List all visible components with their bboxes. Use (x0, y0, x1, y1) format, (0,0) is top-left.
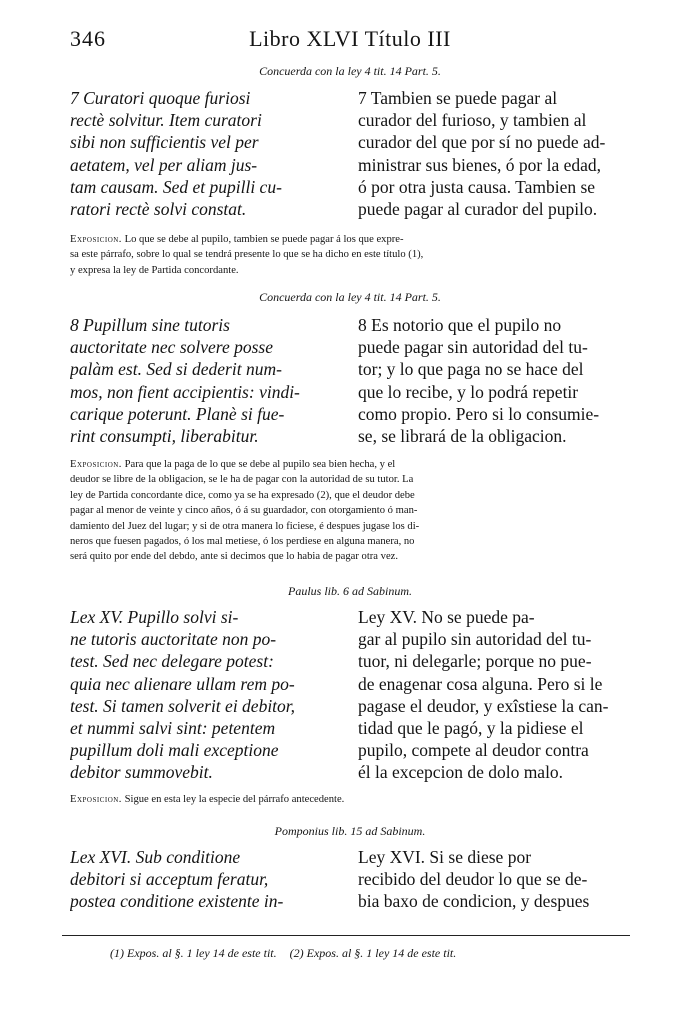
text-line: test. Sed nec delegare potest: (70, 651, 274, 672)
exposicion-note (70, 792, 622, 807)
source-heading: Pomponius lib. 15 ad Sabinum. (274, 824, 426, 838)
latin-text (70, 606, 336, 784)
spanish-text (358, 846, 626, 913)
text-line: postea conditione existente in- (70, 891, 284, 912)
running-title: Libro XLVI Título III (249, 26, 451, 51)
text-line: Lex XV. Pupillo solvi si- (70, 607, 239, 627)
concordance-heading: Concuerda con la ley 4 tit. 14 Part. 5. (259, 290, 441, 304)
text-line (70, 457, 622, 472)
parallel-text (70, 606, 626, 784)
latin-text (70, 87, 336, 220)
text-line: recibido del deudor lo que se de- (358, 869, 588, 890)
text-line: curador del furioso, y tambien al (358, 110, 587, 131)
text-line: quia nec alienare ullam rem po- (70, 673, 295, 694)
text-line: de enagenar cosa alguna. Pero si le (358, 673, 603, 694)
text-line: rectè solvitur. Item curatori (70, 110, 262, 131)
text-line: pagase el deudor, y exîstiese la can- (358, 695, 609, 716)
text-line: pupilo, compete al deudor contra (358, 740, 589, 761)
text-line: tuor, ni delegarle; porque no pue- (358, 651, 592, 672)
text-line: puede pagar al curador del pupilo. (358, 199, 598, 220)
text-line: tor; y lo que paga no se hace del (358, 359, 584, 380)
text-line: carique poterunt. Planè si fue- (70, 403, 285, 424)
text-line: y expresa la ley de Partida concordante. (70, 264, 239, 276)
text-line: gar al pupilo sin autoridad del tu- (358, 629, 592, 650)
text-line: Lex XVI. Sub conditione (70, 847, 241, 867)
text-line: como propio. Pero si lo consumie- (358, 403, 600, 424)
text-line: Ley XVI. Si se diese por (358, 847, 532, 867)
text-line: será quito por ende del debdo, ante si decimos que lo habia de pagar otra vez. (70, 551, 398, 563)
text-line: Ley XV. No se puede pa- (358, 607, 535, 627)
text-line (70, 792, 622, 807)
exposicion-label: Exposicion. (70, 794, 122, 805)
text-line: ó por otra justa causa. Tambien se (358, 176, 596, 197)
text-line: pupillum doli mali exceptione (70, 740, 279, 761)
page-number: 346 (70, 26, 106, 51)
text-line: damiento del Juez del lugar; y si de otra manera lo ficiese, é despues jugase los di- (70, 520, 420, 532)
exposicion-note (70, 457, 622, 565)
text-line: que lo recibe, y lo podrá repetir (358, 381, 579, 402)
exposicion-label: Exposicion. (70, 459, 122, 470)
text-line: mos, non fient accipientis: vindi- (70, 381, 300, 402)
text-line: neros que fuesen pagados, ó los mal metiese, ó los perdiese en alguna manera, no (70, 536, 415, 548)
text-line: curador del que por sí no puede ad- (358, 132, 606, 153)
text-line: palàm est. Sed si dederit num- (70, 359, 282, 380)
spanish-text (358, 606, 626, 784)
footnote-rule (62, 935, 630, 936)
text-line: debitori si acceptum feratur, (70, 869, 269, 890)
text-line: ley de Partida concordante dice, como ya se ha expresado (2), que el deudor debe (70, 489, 415, 501)
text-line: 8 Pupillum sine tutoris (70, 315, 230, 335)
text-line: pagar al menor de veinte y cinco años, ó á su guardador, con otorgamiento ó man- (70, 505, 418, 517)
text-line: ne tutoris auctoritate non po- (70, 629, 277, 650)
parallel-text (70, 846, 626, 913)
text-line: él la excepcion de dolo malo. (358, 762, 564, 783)
text-line: et nummi salvi sint: petentem (70, 718, 276, 739)
text-line: aetatem, vel per aliam jus- (70, 154, 258, 175)
exposicion-text: Para que la paga de lo que se debe al pupilo sea bien hecha, y el (124, 459, 396, 470)
text-line: test. Si tamen solverit ei debitor, (70, 695, 296, 716)
parallel-text (70, 87, 626, 220)
source-heading: Paulus lib. 6 ad Sabinum. (287, 584, 412, 598)
latin-text (70, 846, 336, 913)
text-line: sibi non sufficientis vel per (70, 132, 259, 153)
exposicion-note (70, 232, 622, 278)
footnote: (2) Expos. al §. 1 ley 14 de este tit. (289, 946, 457, 960)
text-line: deudor se libre de la obligacion, se le ha de pagar con la autoridad de su tutor. La (70, 474, 414, 486)
text-line: debitor summovebit. (70, 762, 213, 783)
concordance-heading: Concuerda con la ley 4 tit. 14 Part. 5. (259, 64, 441, 78)
exposicion-label: Exposicion. (70, 234, 122, 245)
text-line: ministrar sus bienes, ó por la edad, (358, 154, 602, 175)
text-line: bia baxo de condicion, y despues (358, 891, 590, 912)
spanish-text (358, 314, 626, 447)
text-line: ratori rectè solvi constat. (70, 199, 247, 220)
text-line: tidad que le pagó, y la pidiese el (358, 718, 584, 739)
text-line (70, 232, 622, 247)
parallel-text (70, 314, 626, 447)
text-line: puede pagar sin autoridad del tu- (358, 337, 588, 358)
spanish-text (358, 87, 626, 220)
footnote: (1) Expos. al §. 1 ley 14 de este tit. (110, 946, 277, 960)
footnotes (110, 946, 466, 961)
text-line: 7 Curatori quoque furiosi (70, 88, 251, 108)
text-line: auctoritate nec solvere posse (70, 337, 273, 358)
text-line: rint consumpti, liberabitur. (70, 426, 259, 447)
text-line: 8 Es notorio que el pupilo no (358, 315, 562, 335)
text-line: se, se librará de la obligacion. (358, 426, 567, 447)
exposicion-text: Lo que se debe al pupilo, tambien se puede pagar á los que expre- (124, 234, 404, 245)
text-line: sa este párrafo, sobre lo qual se tendrá presente lo que se ha dicho en este título (1), (70, 249, 424, 261)
page-header (70, 26, 630, 60)
latin-text (70, 314, 336, 447)
exposicion-text: Sigue en esta ley la especie del párrafo antecedente. (124, 794, 345, 805)
text-line: 7 Tambien se puede pagar al (358, 88, 558, 108)
text-line: tam causam. Sed et pupilli cu- (70, 176, 282, 197)
